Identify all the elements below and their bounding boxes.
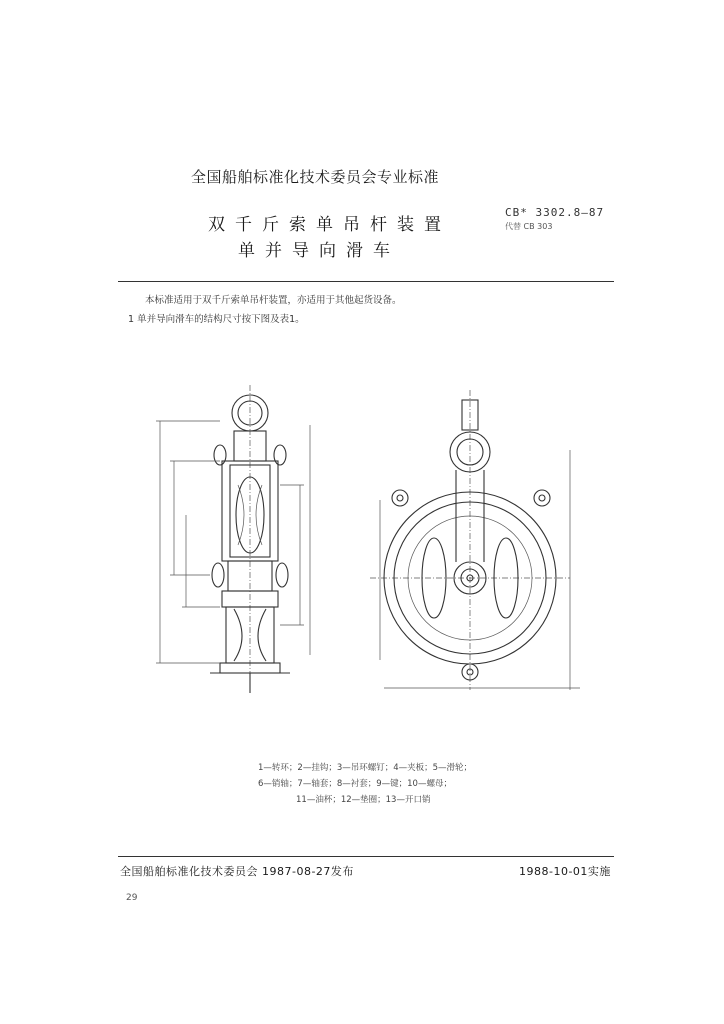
legend-line-1: 1—转环；2—挂钩；3—吊环螺钉；4—夹板；5—滑轮； <box>258 763 473 773</box>
title-line-2: 单并导向滑车 <box>238 241 400 261</box>
pulley-front-view-drawing <box>370 390 590 700</box>
clause-1-paragraph: 1 单并导向滑车的结构尺寸按下图及表1。 <box>128 314 305 325</box>
issue-date: 全国船舶标准化技术委员会 1987-08-27发布 <box>120 865 354 878</box>
title-line-1: 双千斤索单吊杆装置 <box>208 215 451 235</box>
pulley-side-view-drawing <box>150 385 330 705</box>
page-number: 29 <box>126 893 138 903</box>
standard-number: CB* 3302.8—87 <box>505 206 605 219</box>
header-rule <box>118 281 614 282</box>
legend-line-2: 6—销轴；7—轴套；8—衬套；9—键；10—螺母； <box>258 779 452 789</box>
footer-rule <box>118 856 614 857</box>
legend-line-3: 11—油杯；12—垫圈；13—开口销 <box>296 795 431 805</box>
issuing-organization: 全国船舶标准化技术委员会专业标准 <box>190 168 439 186</box>
standard-replaces: 代替 CB 303 <box>505 222 553 231</box>
effective-date: 1988-10-01实施 <box>519 865 611 878</box>
scope-paragraph: 本标准适用于双千斤索单吊杆装置，亦适用于其他起货设备。 <box>145 295 402 306</box>
